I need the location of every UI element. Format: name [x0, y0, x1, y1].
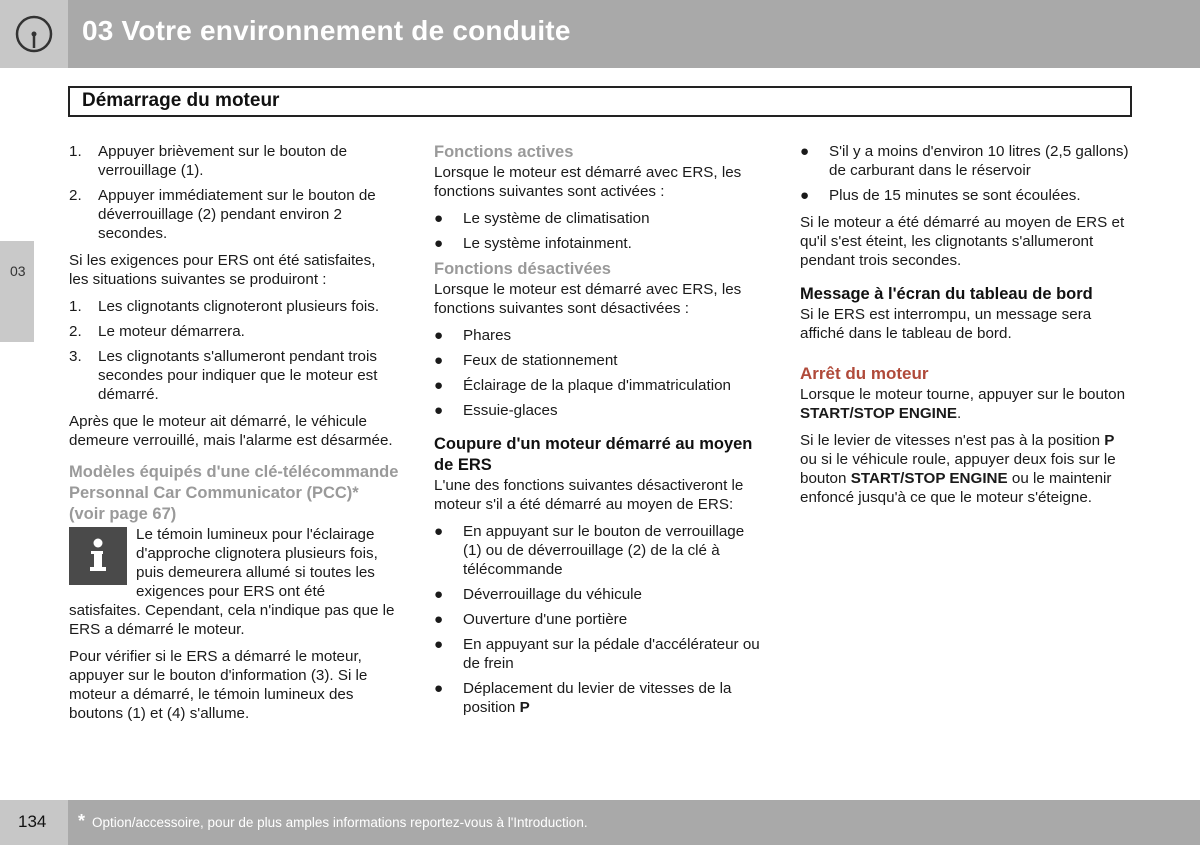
list-item: 2. Le moteur démarrera.: [69, 323, 245, 340]
footer-bar: [68, 800, 1200, 845]
list-item: ● Plus de 15 minutes se sont écoulées.: [800, 187, 1081, 204]
list-item: ● Déplacement du levier de vitesses de la position P: [434, 680, 732, 716]
start-steps-list: [69, 142, 399, 243]
list-item: 3. Les clignotants s'allumeront pendant trois secondes pour indiquer que le moteur est démarré.: [69, 348, 378, 403]
list-item: ● Éclairage de la plaque d'immatriculation: [434, 377, 731, 394]
paragraph: L'une des fonctions suivantes désactiveront le moteur s'il a été démarré au moyen de ERS:: [434, 477, 744, 513]
chapter-title: 03 Votre environnement de conduite: [82, 15, 571, 46]
paragraph: Lorsque le moteur tourne, appuyer sur le bouton START/STOP ENGINE.: [800, 386, 1126, 422]
subheading-cut: Coupure d'un moteur démarré au moyen de ERS: [434, 435, 753, 474]
subheading-inactive: Fonctions désactivées: [434, 260, 611, 278]
paragraph: Après que le moteur ait démarré, le véhicule demeure verrouillé, mais l'alarme est désarmée.: [69, 413, 393, 449]
page-number-box: [0, 800, 68, 845]
footer-note: Option/accessoire, pour de plus amples informations reportez-vous à l'Introduction.: [92, 815, 588, 830]
side-tab-label: 03: [10, 263, 26, 279]
list-item: ● S'il y a moins d'environ 10 litres (2,5 gallons) de carburant dans le réservoir: [800, 143, 1129, 179]
paragraph: Si le ERS est interrompu, un message sera affiché dans le tableau de bord.: [800, 306, 1092, 342]
paragraph: Si le moteur a été démarré au moyen de ERS et qu'il s'est éteint, les clignotants s'allumeront pendant trois secondes.: [800, 214, 1125, 269]
subheading-message: Message à l'écran du tableau de bord: [800, 285, 1093, 303]
list-item: 1. Les clignotants clignoteront plusieurs fois.: [69, 298, 380, 315]
subheading-stop-engine: Arrêt du moteur: [800, 364, 929, 383]
list-item: ● Feux de stationnement: [434, 352, 618, 369]
list-item: ● Déverrouillage du véhicule: [434, 586, 642, 603]
speedometer-icon: [14, 14, 54, 54]
subheading-active: Fonctions actives: [434, 143, 574, 161]
list-item: ● Phares: [434, 327, 512, 344]
list-item: 1. Appuyer brièvement sur le bouton de verrouillage (1).: [69, 143, 348, 179]
chapter-side-tab: [0, 241, 34, 342]
inactive-list: [434, 326, 764, 420]
list-item: ● Le système infotainment.: [434, 235, 632, 252]
paragraph: Lorsque le moteur est démarré avec ERS, les fonctions suivantes sont désactivées :: [434, 281, 742, 317]
column-1: [69, 142, 399, 731]
info-text: Le témoin lumineux pour l'éclairage d'approche clignotera plusieurs fois, puis demeurera allumé si toutes les exigences pour ERS ont été satisfaites. Cependant, cela n'indique pas que le ERS a démarré le moteur.: [69, 526, 395, 638]
info-note: [69, 525, 399, 639]
list-item: 2. Appuyer immédiatement sur le bouton de déverrouillage (2) pendant environ 2 secondes.: [69, 187, 376, 242]
paragraph: Si le levier de vitesses n'est pas à la position P ou si le véhicule roule, appuyer deux fois sur le bouton START/STOP ENGINE ou le maintenir enfoncé jusqu'à ce que le moteur s'éteigne.: [800, 432, 1116, 506]
footnote-star: *: [78, 811, 86, 831]
section-title-box: [68, 86, 1132, 117]
result-list: [69, 297, 399, 404]
list-item: ● En appuyant sur la pédale d'accélérateur ou de frein: [434, 636, 760, 672]
list-item: ● Le système de climatisation: [434, 210, 650, 227]
chapter-icon-box: [0, 0, 68, 68]
active-list: [434, 209, 764, 253]
list-item: ● Ouverture d'une portière: [434, 611, 628, 628]
paragraph: Pour vérifier si le ERS a démarré le moteur, appuyer sur le bouton d'information (3). Si le moteur a démarré, le témoin lumineux des boutons (1) et (4) s'allume.: [69, 648, 368, 722]
cut-list-continued: [800, 142, 1130, 205]
chapter-header-bar: [0, 0, 1200, 68]
page-number: 134: [18, 812, 47, 831]
list-item: ● En appuyant sur le bouton de verrouillage (1) ou de déverrouillage (2) de la clé à télécommande: [434, 523, 745, 578]
subheading-pcc: Modèles équipés d'une clé-télécommande Personnal Car Communicator (PCC)* (voir page 67): [69, 463, 399, 523]
paragraph: Lorsque le moteur est démarré avec ERS, les fonctions suivantes sont activées :: [434, 164, 742, 200]
list-item: ● Essuie-glaces: [434, 402, 558, 419]
section-title: Démarrage du moteur: [82, 90, 280, 111]
cut-list: [434, 522, 764, 717]
info-icon: [69, 527, 127, 585]
paragraph: Si les exigences pour ERS ont été satisfaites, les situations suivantes se produiront :: [69, 252, 376, 288]
column-2: [434, 142, 764, 725]
column-3: [800, 142, 1130, 515]
